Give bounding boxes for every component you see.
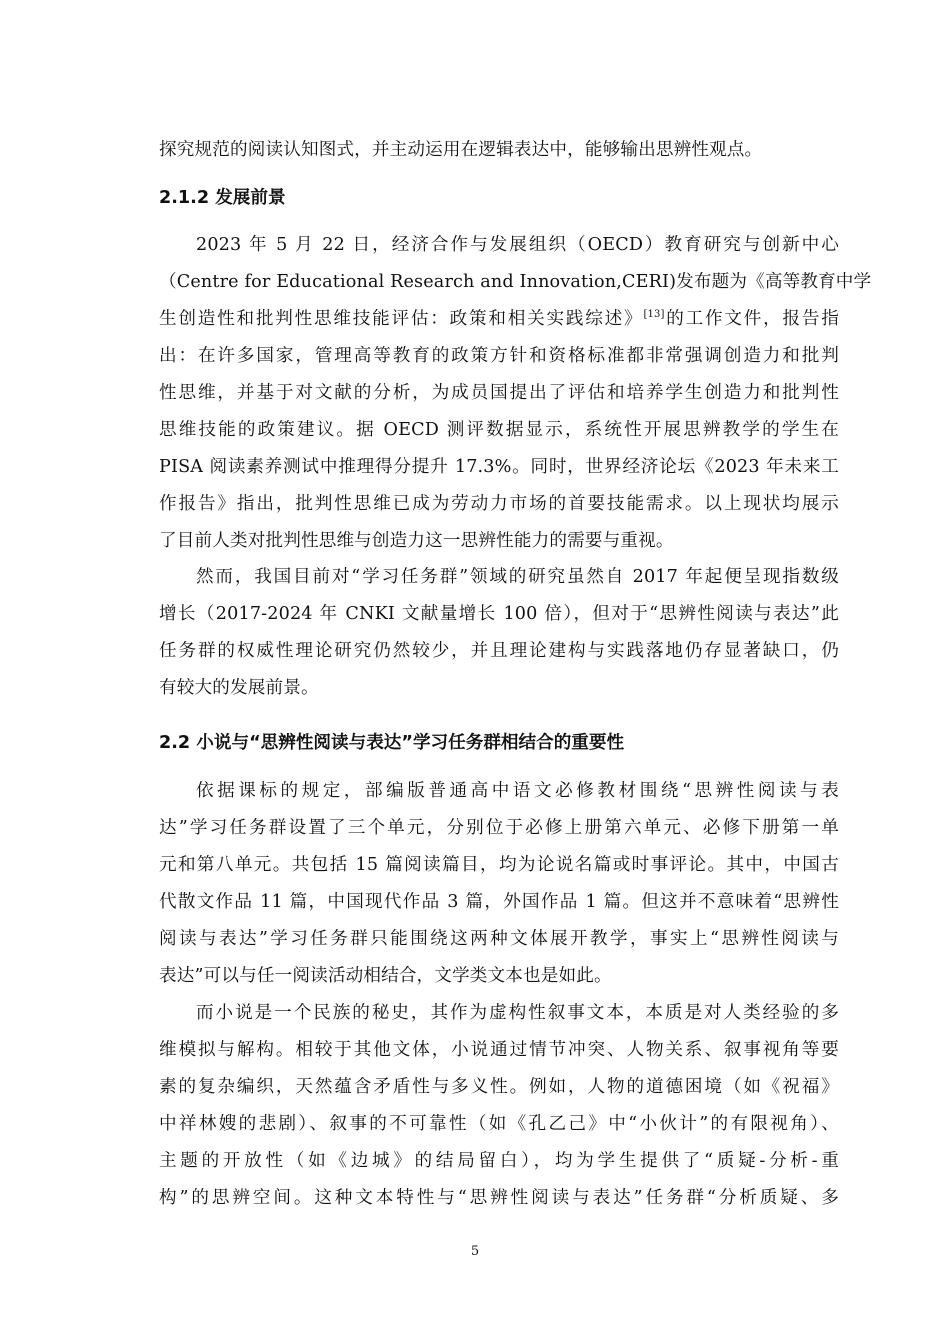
text-line: 阅读与表达”学习任务群只能围绕这两种文体展开教学，事实上“思辨性阅读与 (159, 929, 839, 949)
text-line (159, 307, 839, 331)
section-heading-2-2: 2.2 小说与“思辨性阅读与表达”学习任务群相结合的重要性 (159, 733, 625, 753)
text-line: 2023 年 5 月 22 日，经济合作与发展组织（OECD）教育研究与创新中心 (196, 235, 839, 255)
text-line: 构”的思辨空间。这种文本特性与“思辨性阅读与表达”任务群“分析质疑、多 (159, 1188, 839, 1208)
text-line: 作报告》指出，批判性思维已成为劳动力市场的首要技能需求。以上现状均展示 (159, 494, 839, 514)
text-line: 了目前人类对批判性思维与创造力这一思辨性能力的需要与重视。 (159, 531, 674, 551)
text-line: 而小说是一个民族的秘史，其作为虚构性叙事文本，本质是对人类经验的多 (196, 1003, 839, 1023)
page-number: 5 (470, 1244, 480, 1259)
text-line: 达”学习任务群设置了三个单元，分别位于必修上册第六单元、必修下册第一单 (159, 818, 839, 838)
text-line: 增长（2017-2024 年 CNKI 文献量增长 100 倍），但对于“思辨性阅读与表达”此 (159, 604, 839, 624)
text-line: 依据课标的规定，部编版普通高中语文必修教材围绕“思辨性阅读与表 (196, 781, 839, 801)
text-line: （Centre for Educational Research and Innovation,CERI)发布题为《高等教育中学 (159, 272, 872, 292)
text-fragment: 的工作文件，报告指 (664, 309, 839, 329)
text-line: 思维技能的政策建议。据 OECD 测评数据显示，系统性开展思辨教学的学生在 (159, 420, 839, 440)
text-line: 有较大的发展前景。 (159, 678, 319, 698)
text-line: 素的复杂编织，天然蕴含矛盾性与多义性。例如，人物的道德困境（如《祝福》 (159, 1077, 839, 1097)
text-line: 主题的开放性（如《边城》的结局留白），均为学生提供了“质疑-分析-重 (159, 1151, 839, 1171)
text-line: 性思维，并基于对文献的分析，为成员国提出了评估和培养学生创造力和批判性 (159, 383, 839, 403)
text-line: 任务群的权威性理论研究仍然较少，并且理论建构与实践落地仍存显著缺口，仍 (159, 641, 839, 661)
section-heading-2-1-2: 2.1.2 发展前景 (159, 188, 286, 208)
citation-ref: [13] (643, 309, 665, 321)
text-line: 代散文作品 11 篇，中国现代作品 3 篇，外国作品 1 篇。但这并不意味着“思辨性 (159, 892, 839, 912)
text-line: 元和第八单元。共包括 15 篇阅读篇目，均为论说名篇或时事评论。其中，中国古 (159, 855, 839, 875)
text-line: 探究规范的阅读认知图式，并主动运用在逻辑表达中，能够输出思辨性观点。 (159, 140, 763, 160)
text-line: PISA 阅读素养测试中推理得分提升 17.3%。同时，世界经济论坛《2023 年未来工 (159, 457, 839, 477)
text-line: 然而，我国目前对“学习任务群”领域的研究虽然自 2017 年起便呈现指数级 (196, 567, 839, 587)
text-line: 出：在许多国家，管理高等教育的政策方针和资格标准都非常强调创造力和批判 (159, 346, 839, 366)
text-line: 表达”可以与任一阅读活动相结合，文学类文本也是如此。 (159, 966, 612, 986)
text-line: 中祥林嫂的悲剧）、叙事的不可靠性（如《孔乙己》中“小伙计”的有限视角）、 (159, 1114, 839, 1134)
text-fragment: 生创造性和批判性思维技能评估：政策和相关实践综述》 (159, 309, 644, 329)
text-line: 维模拟与解构。相较于其他文体，小说通过情节冲突、人物关系、叙事视角等要 (159, 1040, 839, 1060)
